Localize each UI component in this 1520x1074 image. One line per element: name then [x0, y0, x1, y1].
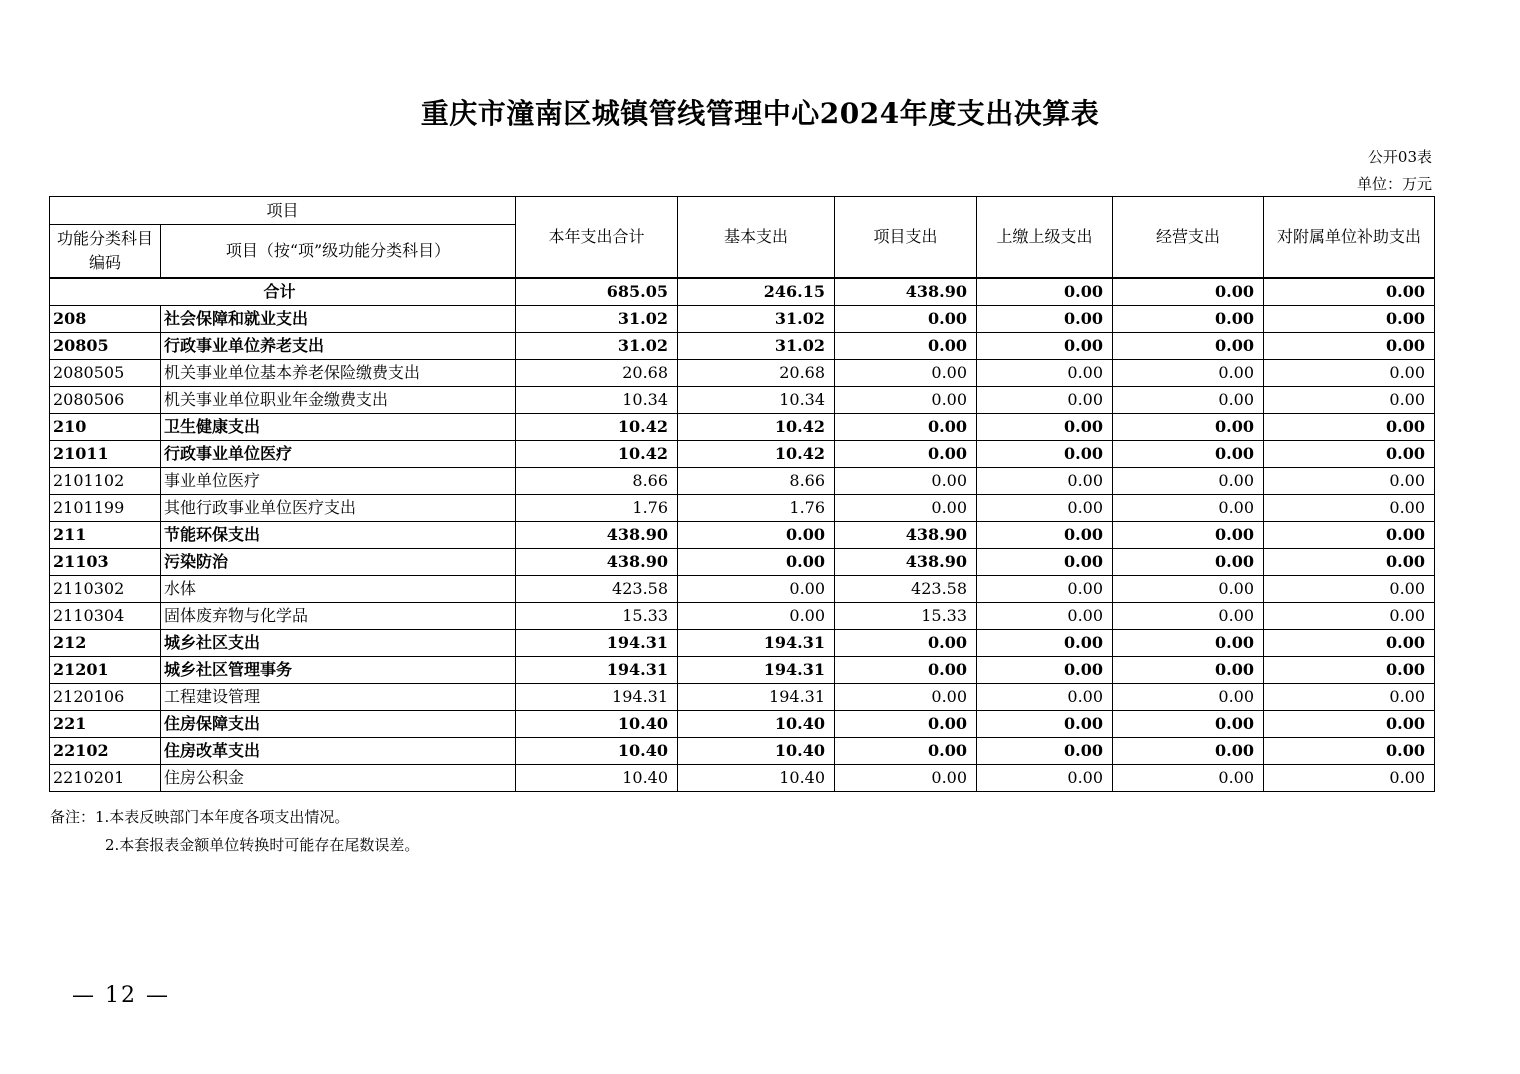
- row-value: 0.00: [977, 711, 1113, 738]
- page-title: 重庆市潼南区城镇管线管理中心2024年度支出决算表: [420, 97, 1100, 130]
- row-value: 10.34: [678, 387, 835, 414]
- table-row: [50, 360, 1435, 387]
- row-value: 0.00: [835, 630, 977, 657]
- row-value: 0.00: [977, 765, 1113, 792]
- table-row: [50, 414, 1435, 441]
- total-value: 438.90: [835, 278, 977, 306]
- row-code: 21103: [50, 549, 161, 576]
- table-row: [50, 630, 1435, 657]
- expenditure-table: [49, 196, 1435, 792]
- row-value: 0.00: [1264, 630, 1435, 657]
- row-value: 194.31: [516, 657, 678, 684]
- row-value: 0.00: [1113, 522, 1264, 549]
- row-value: 10.40: [678, 711, 835, 738]
- row-value: 438.90: [516, 549, 678, 576]
- row-value: 194.31: [678, 684, 835, 711]
- table-row: [50, 468, 1435, 495]
- row-name: 事业单位医疗: [161, 468, 516, 495]
- row-value: 194.31: [678, 630, 835, 657]
- header-name: 项目（按“项”级功能分类科目）: [161, 225, 516, 279]
- row-value: 0.00: [1264, 684, 1435, 711]
- row-code: 2210201: [50, 765, 161, 792]
- row-value: 0.00: [1264, 576, 1435, 603]
- row-value: 0.00: [1113, 495, 1264, 522]
- row-code: 2120106: [50, 684, 161, 711]
- header-code: 功能分类科目编码: [50, 225, 161, 279]
- row-value: 10.34: [516, 387, 678, 414]
- row-value: 0.00: [678, 522, 835, 549]
- row-value: 0.00: [1113, 414, 1264, 441]
- row-code: 2080505: [50, 360, 161, 387]
- row-value: 0.00: [835, 468, 977, 495]
- row-value: 31.02: [678, 333, 835, 360]
- table-row: [50, 684, 1435, 711]
- table-row: [50, 765, 1435, 792]
- row-value: 0.00: [1264, 333, 1435, 360]
- row-code: 2101199: [50, 495, 161, 522]
- row-value: 0.00: [977, 306, 1113, 333]
- row-value: 10.40: [678, 765, 835, 792]
- row-code: 2110302: [50, 576, 161, 603]
- row-value: 15.33: [516, 603, 678, 630]
- row-value: 194.31: [516, 684, 678, 711]
- row-value: 0.00: [1113, 441, 1264, 468]
- table-row: [50, 522, 1435, 549]
- row-value: 0.00: [1113, 306, 1264, 333]
- row-value: 0.00: [977, 738, 1113, 765]
- header-basic: 基本支出: [678, 197, 835, 279]
- row-code: 210: [50, 414, 161, 441]
- page-number: — 12 —: [72, 983, 170, 1008]
- row-code: 21201: [50, 657, 161, 684]
- row-value: 0.00: [977, 603, 1113, 630]
- row-value: 8.66: [678, 468, 835, 495]
- form-number: 公开03表: [1367, 148, 1432, 166]
- row-value: 0.00: [1264, 441, 1435, 468]
- row-value: 0.00: [835, 306, 977, 333]
- row-name: 工程建设管理: [161, 684, 516, 711]
- row-value: 0.00: [1264, 387, 1435, 414]
- unit-label: 单位：万元: [1356, 175, 1432, 193]
- row-value: 194.31: [516, 630, 678, 657]
- row-name: 卫生健康支出: [161, 414, 516, 441]
- total-value: 0.00: [1113, 278, 1264, 306]
- row-code: 211: [50, 522, 161, 549]
- total-row: [50, 278, 1435, 306]
- table-row: [50, 441, 1435, 468]
- total-value: 246.15: [678, 278, 835, 306]
- row-value: 31.02: [516, 333, 678, 360]
- row-name: 住房保障支出: [161, 711, 516, 738]
- row-name: 行政事业单位养老支出: [161, 333, 516, 360]
- row-name: 住房公积金: [161, 765, 516, 792]
- row-value: 0.00: [835, 414, 977, 441]
- row-value: 20.68: [678, 360, 835, 387]
- row-value: 0.00: [835, 360, 977, 387]
- row-value: 0.00: [1264, 414, 1435, 441]
- row-value: 0.00: [977, 468, 1113, 495]
- row-name: 社会保障和就业支出: [161, 306, 516, 333]
- row-value: 10.42: [678, 441, 835, 468]
- row-value: 31.02: [516, 306, 678, 333]
- table-row: [50, 711, 1435, 738]
- row-value: 0.00: [1264, 603, 1435, 630]
- row-value: 0.00: [1264, 765, 1435, 792]
- total-label: 合计: [50, 278, 516, 306]
- row-name: 机关事业单位职业年金缴费支出: [161, 387, 516, 414]
- row-value: 0.00: [977, 495, 1113, 522]
- row-value: 0.00: [1264, 522, 1435, 549]
- row-name: 节能环保支出: [161, 522, 516, 549]
- row-value: 0.00: [977, 657, 1113, 684]
- table-row: [50, 576, 1435, 603]
- row-name: 行政事业单位医疗: [161, 441, 516, 468]
- row-name: 城乡社区支出: [161, 630, 516, 657]
- table-row: [50, 306, 1435, 333]
- header-item-group: 项目: [50, 197, 516, 225]
- row-name: 固体废弃物与化学品: [161, 603, 516, 630]
- row-value: 438.90: [835, 522, 977, 549]
- row-code: 2101102: [50, 468, 161, 495]
- row-name: 机关事业单位基本养老保险缴费支出: [161, 360, 516, 387]
- row-value: 0.00: [1264, 549, 1435, 576]
- table-body: [50, 278, 1435, 792]
- header-total: 本年支出合计: [516, 197, 678, 279]
- row-code: 212: [50, 630, 161, 657]
- row-value: 0.00: [835, 333, 977, 360]
- row-value: 194.31: [678, 657, 835, 684]
- row-value: 0.00: [1113, 576, 1264, 603]
- footnote-1: 备注：1.本表反映部门本年度各项支出情况。: [50, 808, 350, 826]
- row-value: 0.00: [1113, 468, 1264, 495]
- row-name: 住房改革支出: [161, 738, 516, 765]
- row-value: 0.00: [1264, 657, 1435, 684]
- row-value: 15.33: [835, 603, 977, 630]
- row-value: 0.00: [835, 711, 977, 738]
- row-value: 0.00: [977, 576, 1113, 603]
- row-value: 0.00: [678, 549, 835, 576]
- row-value: 10.42: [516, 441, 678, 468]
- table-row: [50, 549, 1435, 576]
- row-code: 20805: [50, 333, 161, 360]
- row-value: 0.00: [835, 441, 977, 468]
- footnote-2: 2.本套报表金额单位转换时可能存在尾数误差。: [105, 836, 420, 854]
- row-value: 0.00: [1264, 711, 1435, 738]
- row-value: 0.00: [1113, 711, 1264, 738]
- row-value: 0.00: [977, 333, 1113, 360]
- table-row: [50, 603, 1435, 630]
- row-value: 0.00: [977, 549, 1113, 576]
- row-value: 0.00: [977, 360, 1113, 387]
- row-name: 污染防治: [161, 549, 516, 576]
- header-remit: 上缴上级支出: [977, 197, 1113, 279]
- row-value: 8.66: [516, 468, 678, 495]
- row-value: 438.90: [835, 549, 977, 576]
- table-row: [50, 657, 1435, 684]
- row-value: 0.00: [1113, 333, 1264, 360]
- row-value: 0.00: [1264, 306, 1435, 333]
- row-value: 10.40: [678, 738, 835, 765]
- row-name: 城乡社区管理事务: [161, 657, 516, 684]
- row-value: 0.00: [1264, 495, 1435, 522]
- row-value: 31.02: [678, 306, 835, 333]
- row-value: 20.68: [516, 360, 678, 387]
- row-value: 10.42: [516, 414, 678, 441]
- header-operating: 经营支出: [1113, 197, 1264, 279]
- row-value: 0.00: [1113, 657, 1264, 684]
- row-code: 221: [50, 711, 161, 738]
- total-value: 0.00: [977, 278, 1113, 306]
- row-value: 0.00: [977, 684, 1113, 711]
- row-value: 0.00: [678, 576, 835, 603]
- row-value: 0.00: [1113, 684, 1264, 711]
- row-value: 0.00: [835, 387, 977, 414]
- row-value: 423.58: [835, 576, 977, 603]
- row-value: 0.00: [1113, 738, 1264, 765]
- row-value: 0.00: [1113, 630, 1264, 657]
- row-value: 1.76: [516, 495, 678, 522]
- total-value: 685.05: [516, 278, 678, 306]
- row-value: 0.00: [1113, 360, 1264, 387]
- row-value: 0.00: [835, 684, 977, 711]
- table-row: [50, 387, 1435, 414]
- row-code: 21011: [50, 441, 161, 468]
- row-value: 0.00: [977, 522, 1113, 549]
- row-value: 0.00: [977, 441, 1113, 468]
- row-value: 423.58: [516, 576, 678, 603]
- table-row: [50, 333, 1435, 360]
- row-code: 208: [50, 306, 161, 333]
- row-value: 1.76: [678, 495, 835, 522]
- row-value: 0.00: [835, 738, 977, 765]
- total-value: 0.00: [1264, 278, 1435, 306]
- table-row: [50, 495, 1435, 522]
- row-value: 10.42: [678, 414, 835, 441]
- row-code: 2080506: [50, 387, 161, 414]
- row-value: 0.00: [1113, 765, 1264, 792]
- row-name: 水体: [161, 576, 516, 603]
- table-row: [50, 738, 1435, 765]
- row-value: 10.40: [516, 711, 678, 738]
- row-value: 0.00: [977, 414, 1113, 441]
- row-value: 438.90: [516, 522, 678, 549]
- row-value: 0.00: [1113, 603, 1264, 630]
- row-value: 0.00: [835, 495, 977, 522]
- row-value: 0.00: [1264, 468, 1435, 495]
- row-value: 0.00: [1264, 738, 1435, 765]
- row-code: 2110304: [50, 603, 161, 630]
- row-code: 22102: [50, 738, 161, 765]
- row-value: 0.00: [835, 657, 977, 684]
- row-value: 0.00: [678, 603, 835, 630]
- header-project: 项目支出: [835, 197, 977, 279]
- row-value: 0.00: [977, 630, 1113, 657]
- row-value: 0.00: [1113, 549, 1264, 576]
- row-value: 0.00: [835, 765, 977, 792]
- row-value: 0.00: [977, 387, 1113, 414]
- row-value: 0.00: [1264, 360, 1435, 387]
- row-value: 10.40: [516, 738, 678, 765]
- row-name: 其他行政事业单位医疗支出: [161, 495, 516, 522]
- header-subsidy: 对附属单位补助支出: [1264, 197, 1435, 279]
- row-value: 10.40: [516, 765, 678, 792]
- row-value: 0.00: [1113, 387, 1264, 414]
